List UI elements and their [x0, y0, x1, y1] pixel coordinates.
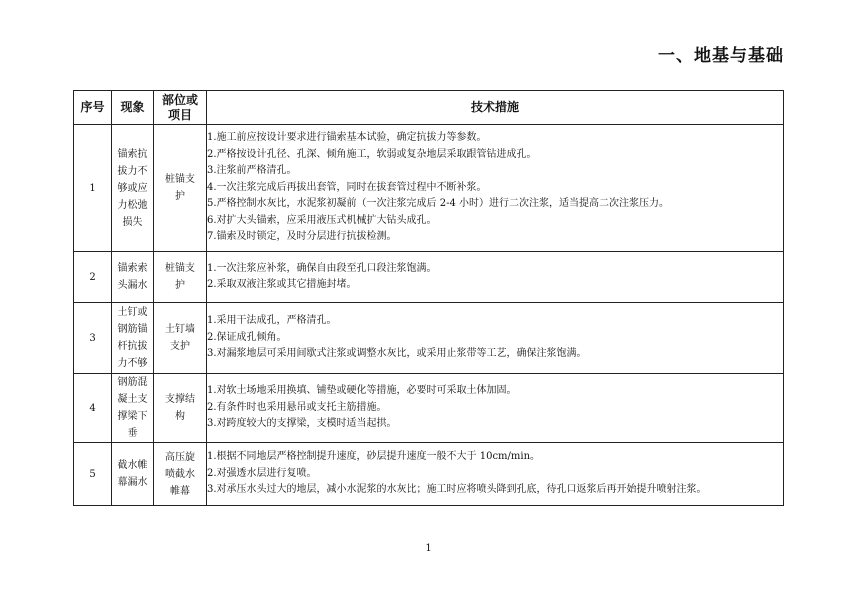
measure-item: 1.施工前应按设计要求进行锚索基本试验，确定抗拔力等参数。 — [207, 132, 487, 144]
header-measures: 技术措施 — [207, 91, 784, 125]
header-part-line2: 项目 — [167, 107, 192, 122]
row-part-text: 桩锚支护 — [165, 263, 195, 291]
measure-item: 2.对强透水层进行复喷。 — [207, 467, 317, 479]
row-number: 4 — [74, 374, 112, 443]
measure-item: 6.对扩大头锚索，应采用液压式机械扩大钻头成孔。 — [207, 214, 437, 226]
row-part — [154, 374, 207, 443]
row-measures — [207, 303, 784, 374]
row-part-text: 高压旋喷截水帷幕 — [165, 451, 195, 497]
row-part-text: 桩锚支护 — [165, 174, 195, 202]
measure-item: 3.对漏浆地层可采用间歇式注浆或调整水灰比，或采用止浆带等工艺，确保注浆饱满。 — [207, 348, 587, 360]
row-phenomenon-text: 钢筋混凝土支撑梁下垂 — [117, 377, 148, 439]
row-phenomenon-text: 截水帷幕漏水 — [117, 460, 148, 488]
measure-item: 1.采用干法成孔，严格清孔。 — [207, 315, 337, 327]
row-phenomenon-text: 锚索索头漏水 — [117, 263, 148, 291]
table-row — [74, 303, 784, 374]
row-part-text: 土钉墙支护 — [165, 324, 195, 352]
measure-item: 3.对跨度较大的支撑梁，支模时适当起拱。 — [207, 418, 397, 430]
row-measures — [207, 252, 784, 303]
row-number: 3 — [74, 303, 112, 374]
row-phenomenon — [112, 443, 154, 506]
row-phenomenon-text: 锚索抗拔力不够或应力松弛损失 — [117, 148, 148, 228]
row-part — [154, 252, 207, 303]
row-phenomenon — [112, 125, 154, 252]
row-number: 1 — [74, 125, 112, 252]
row-phenomenon-text: 土钉或钢筋锚杆抗拔力不够 — [117, 307, 148, 369]
section-title: 一、地基与基础 — [658, 46, 784, 66]
header-no: 序号 — [74, 91, 112, 125]
measure-item: 1.对软土场地采用换填、铺垫或硬化等措施，必要时可采取土体加固。 — [207, 385, 517, 397]
table-row — [74, 443, 784, 506]
measure-item: 3.对承压水头过大的地层，减小水泥浆的水灰比；施工时应将喷头降到孔底，待孔口返浆后再开始提升喷射注浆。 — [207, 484, 707, 496]
technical-measures-table — [73, 90, 784, 506]
page-number: 1 — [425, 543, 432, 554]
header-phenomenon: 现象 — [112, 91, 154, 125]
row-phenomenon — [112, 252, 154, 303]
header-part-line1: 部位或 — [161, 92, 198, 107]
row-phenomenon — [112, 303, 154, 374]
header-part — [154, 91, 207, 125]
row-measures — [207, 374, 784, 443]
row-measures — [207, 443, 784, 506]
measure-item: 2.采取双液注浆或其它措施封堵。 — [207, 279, 357, 290]
measure-item: 3.注浆前严格清孔。 — [207, 165, 297, 177]
measure-item: 1.根据不同地层严格控制提升速度，砂层提升速度一般不大于 10cm/min。 — [207, 451, 541, 463]
row-phenomenon — [112, 374, 154, 443]
measure-item: 7.锚索及时锁定，及时分层进行抗拔检测。 — [207, 231, 397, 243]
row-number: 5 — [74, 443, 112, 506]
row-number: 2 — [74, 252, 112, 303]
table-row — [74, 374, 784, 443]
table-row — [74, 125, 784, 252]
measure-item: 2.保证成孔倾角。 — [207, 331, 287, 343]
measure-item: 1.一次注浆应补浆，确保自由段至孔口段注浆饱满。 — [207, 262, 437, 274]
measure-item: 2.有条件时也采用悬吊或支托主筋措施。 — [207, 401, 387, 413]
table-row — [74, 252, 784, 303]
row-part — [154, 303, 207, 374]
table-header-row — [74, 91, 784, 125]
measure-item: 2.严格按设计孔径、孔深、倾角施工，软弱或复杂地层采取跟管钻进成孔。 — [207, 148, 537, 160]
row-part-text: 支撑结构 — [165, 394, 195, 422]
row-measures — [207, 125, 784, 252]
measure-item: 5.严格控制水灰比，水泥浆初凝前（一次注浆完成后 2-4 小时）进行二次注浆，适当提高二次注浆压力。 — [207, 198, 670, 210]
row-part — [154, 443, 207, 506]
measure-item: 4.一次注浆完成后再拔出套管，同时在拔套管过程中不断补浆。 — [207, 181, 487, 193]
row-part — [154, 125, 207, 252]
